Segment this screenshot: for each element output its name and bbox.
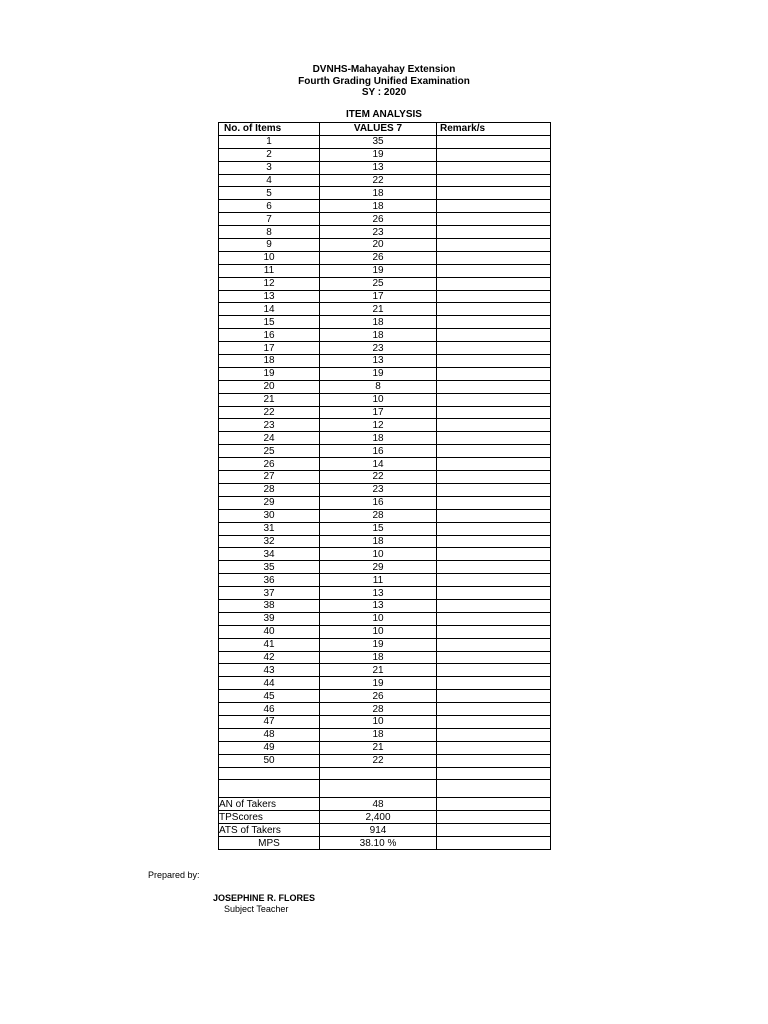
remark-cell xyxy=(437,303,551,316)
table-row xyxy=(219,251,551,264)
remark-cell xyxy=(437,419,551,432)
remark-cell xyxy=(437,148,551,161)
remark-cell xyxy=(437,509,551,522)
remark-cell xyxy=(437,798,551,811)
item-number-cell: 49 xyxy=(219,741,320,754)
item-value-cell: 22 xyxy=(320,471,437,484)
remark-cell xyxy=(437,458,551,471)
item-number-cell: 8 xyxy=(219,226,320,239)
table-row xyxy=(219,174,551,187)
remark-cell xyxy=(437,599,551,612)
item-value-cell: 18 xyxy=(320,316,437,329)
table-row xyxy=(219,690,551,703)
table-row xyxy=(219,355,551,368)
summary-label: TPScores xyxy=(219,811,320,824)
item-value-cell: 16 xyxy=(320,445,437,458)
item-number-cell: 28 xyxy=(219,483,320,496)
item-number-cell: 21 xyxy=(219,393,320,406)
item-number-cell: 15 xyxy=(219,316,320,329)
item-value-cell: 25 xyxy=(320,277,437,290)
item-number-cell: 45 xyxy=(219,690,320,703)
table-row xyxy=(219,522,551,535)
table-row xyxy=(219,741,551,754)
remark-cell xyxy=(437,264,551,277)
item-number-cell: 20 xyxy=(219,380,320,393)
remark-cell xyxy=(437,187,551,200)
item-value-cell: 10 xyxy=(320,548,437,561)
item-number-cell: 48 xyxy=(219,728,320,741)
table-row xyxy=(219,728,551,741)
item-value-cell: 21 xyxy=(320,303,437,316)
item-value-cell: 23 xyxy=(320,483,437,496)
item-value-cell: 19 xyxy=(320,148,437,161)
item-number-cell: 16 xyxy=(219,329,320,342)
table-row xyxy=(219,471,551,484)
item-number-cell: 44 xyxy=(219,677,320,690)
item-number-cell: 39 xyxy=(219,612,320,625)
table-row xyxy=(219,664,551,677)
column-header-remarks: Remark/s xyxy=(437,123,551,136)
table-row xyxy=(219,264,551,277)
remark-cell xyxy=(437,728,551,741)
item-value-cell: 18 xyxy=(320,187,437,200)
remark-cell xyxy=(437,213,551,226)
remark-cell xyxy=(437,290,551,303)
teacher-name: JOSEPHINE R. FLORES xyxy=(213,893,316,903)
table-row xyxy=(219,677,551,690)
item-value-cell: 19 xyxy=(320,264,437,277)
remark-cell xyxy=(437,587,551,600)
table-row xyxy=(219,754,551,767)
item-value-cell: 29 xyxy=(320,561,437,574)
remark-cell xyxy=(437,535,551,548)
exam-name: Fourth Grading Unified Examination xyxy=(298,75,470,87)
item-value-cell: 19 xyxy=(320,677,437,690)
item-value-cell: 15 xyxy=(320,522,437,535)
item-value-cell: 13 xyxy=(320,587,437,600)
item-number-cell: 35 xyxy=(219,561,320,574)
item-number-cell: 32 xyxy=(219,535,320,548)
item-number-cell: 50 xyxy=(219,754,320,767)
item-value-cell: 10 xyxy=(320,715,437,728)
item-value-cell: 35 xyxy=(320,135,437,148)
remark-cell xyxy=(437,367,551,380)
summary-row-mps xyxy=(219,837,551,850)
table-row xyxy=(219,419,551,432)
item-number-cell: 11 xyxy=(219,264,320,277)
item-value-cell: 23 xyxy=(320,226,437,239)
item-value-cell: 22 xyxy=(320,174,437,187)
remark-cell xyxy=(437,277,551,290)
item-value-cell: 26 xyxy=(320,213,437,226)
table-row xyxy=(219,393,551,406)
remark-cell xyxy=(437,837,551,850)
table-row xyxy=(219,342,551,355)
table-row xyxy=(219,303,551,316)
table-row xyxy=(219,509,551,522)
table-header-row xyxy=(219,123,551,136)
remark-cell xyxy=(437,561,551,574)
item-value-cell: 23 xyxy=(320,342,437,355)
item-value-cell: 16 xyxy=(320,496,437,509)
summary-value: 48 xyxy=(320,798,437,811)
item-number-cell: 2 xyxy=(219,148,320,161)
item-number-cell: 19 xyxy=(219,367,320,380)
item-number-cell: 40 xyxy=(219,625,320,638)
item-value-cell: 13 xyxy=(320,161,437,174)
teacher-role: Subject Teacher xyxy=(224,904,289,914)
remark-cell xyxy=(437,406,551,419)
remark-cell xyxy=(437,811,551,824)
item-number-cell: 25 xyxy=(219,445,320,458)
item-value-cell: 20 xyxy=(320,239,437,252)
remark-cell xyxy=(437,161,551,174)
item-number-cell: 17 xyxy=(219,342,320,355)
table-row xyxy=(219,651,551,664)
table-row xyxy=(219,561,551,574)
item-number-cell: 26 xyxy=(219,458,320,471)
remark-cell xyxy=(437,651,551,664)
remark-cell xyxy=(437,574,551,587)
item-number-cell: 31 xyxy=(219,522,320,535)
item-value-cell: 28 xyxy=(320,509,437,522)
item-value-cell: 21 xyxy=(320,664,437,677)
summary-label: AN of Takers xyxy=(219,798,320,811)
summary-value: 914 xyxy=(320,824,437,837)
table-row xyxy=(219,290,551,303)
remark-cell xyxy=(437,135,551,148)
table-row xyxy=(219,535,551,548)
table-row xyxy=(219,625,551,638)
item-number-cell: 12 xyxy=(219,277,320,290)
item-number-cell: 36 xyxy=(219,574,320,587)
item-number-cell: 6 xyxy=(219,200,320,213)
item-number-cell: 4 xyxy=(219,174,320,187)
remark-cell xyxy=(437,226,551,239)
remark-cell xyxy=(437,703,551,716)
item-analysis-table xyxy=(218,122,551,850)
table-row xyxy=(219,612,551,625)
item-value-cell: 19 xyxy=(320,367,437,380)
table-row xyxy=(219,148,551,161)
remark-cell xyxy=(437,548,551,561)
item-value-cell: 12 xyxy=(320,419,437,432)
table-row xyxy=(219,638,551,651)
remark-cell xyxy=(437,342,551,355)
summary-value: 2,400 xyxy=(320,811,437,824)
remark-cell xyxy=(437,612,551,625)
summary-row-tp xyxy=(219,811,551,824)
table-row xyxy=(219,329,551,342)
summary-label: ATS of Takers xyxy=(219,824,320,837)
item-number-cell: 34 xyxy=(219,548,320,561)
table-row xyxy=(219,574,551,587)
document-header xyxy=(0,64,768,99)
item-number-cell: 37 xyxy=(219,587,320,600)
summary-value: 38.10 % xyxy=(320,837,437,850)
item-value-cell: 11 xyxy=(320,574,437,587)
remark-cell xyxy=(437,174,551,187)
remark-cell xyxy=(437,432,551,445)
item-number-cell: 5 xyxy=(219,187,320,200)
remark-cell xyxy=(437,393,551,406)
summary-label: MPS xyxy=(219,837,320,850)
remark-cell xyxy=(437,329,551,342)
item-number-cell: 43 xyxy=(219,664,320,677)
item-number-cell: 3 xyxy=(219,161,320,174)
remark-cell xyxy=(437,483,551,496)
item-number-cell: 22 xyxy=(219,406,320,419)
item-value-cell: 28 xyxy=(320,703,437,716)
table-row xyxy=(219,715,551,728)
remark-cell xyxy=(437,754,551,767)
remark-cell xyxy=(437,445,551,458)
table-row xyxy=(219,316,551,329)
item-value-cell: 26 xyxy=(320,690,437,703)
item-value-cell: 10 xyxy=(320,612,437,625)
remark-cell xyxy=(437,239,551,252)
remark-cell xyxy=(437,664,551,677)
item-number-cell: 27 xyxy=(219,471,320,484)
summary-row-ats xyxy=(219,824,551,837)
remark-cell xyxy=(437,625,551,638)
school-year: SY : 2020 xyxy=(361,87,407,98)
remark-cell xyxy=(437,496,551,509)
item-value-cell: 17 xyxy=(320,290,437,303)
remark-cell xyxy=(437,251,551,264)
item-value-cell: 10 xyxy=(320,625,437,638)
table-row xyxy=(219,599,551,612)
remark-cell xyxy=(437,316,551,329)
item-number-cell: 7 xyxy=(219,213,320,226)
item-number-cell: 10 xyxy=(219,251,320,264)
item-value-cell: 13 xyxy=(320,355,437,368)
summary-section xyxy=(219,767,551,849)
remark-cell xyxy=(437,824,551,837)
item-number-cell: 30 xyxy=(219,509,320,522)
table-row xyxy=(219,587,551,600)
table-row xyxy=(219,135,551,148)
table-row xyxy=(219,277,551,290)
table-row xyxy=(219,703,551,716)
item-number-cell: 41 xyxy=(219,638,320,651)
item-number-cell: 1 xyxy=(219,135,320,148)
remark-cell xyxy=(437,200,551,213)
item-number-cell: 14 xyxy=(219,303,320,316)
table-row xyxy=(219,187,551,200)
item-value-cell: 26 xyxy=(320,251,437,264)
item-value-cell: 8 xyxy=(320,380,437,393)
item-number-cell: 23 xyxy=(219,419,320,432)
table-row xyxy=(219,458,551,471)
item-value-cell: 18 xyxy=(320,329,437,342)
item-value-cell: 22 xyxy=(320,754,437,767)
item-value-cell: 18 xyxy=(320,535,437,548)
item-number-cell: 47 xyxy=(219,715,320,728)
item-number-cell: 9 xyxy=(219,239,320,252)
table-row xyxy=(219,496,551,509)
summary-row-an xyxy=(219,798,551,811)
item-value-cell: 18 xyxy=(320,432,437,445)
table-title: ITEM ANALYSIS xyxy=(346,109,422,120)
item-number-cell: 13 xyxy=(219,290,320,303)
item-value-cell: 18 xyxy=(320,200,437,213)
table-row xyxy=(219,483,551,496)
table-row xyxy=(219,213,551,226)
table-row xyxy=(219,548,551,561)
table-body xyxy=(219,135,551,767)
table-row xyxy=(219,445,551,458)
school-name: DVNHS-Mahayahay Extension xyxy=(312,64,456,75)
remark-cell xyxy=(437,380,551,393)
item-value-cell: 13 xyxy=(320,599,437,612)
spacer-row xyxy=(219,767,551,780)
item-value-cell: 14 xyxy=(320,458,437,471)
prepared-by-label: Prepared by: xyxy=(148,870,200,880)
remark-cell xyxy=(437,471,551,484)
table-row xyxy=(219,406,551,419)
item-value-cell: 10 xyxy=(320,393,437,406)
item-value-cell: 18 xyxy=(320,651,437,664)
remark-cell xyxy=(437,638,551,651)
item-value-cell: 21 xyxy=(320,741,437,754)
remark-cell xyxy=(437,690,551,703)
table-row xyxy=(219,367,551,380)
remark-cell xyxy=(437,355,551,368)
table-row xyxy=(219,380,551,393)
remark-cell xyxy=(437,677,551,690)
item-number-cell: 38 xyxy=(219,599,320,612)
item-value-cell: 19 xyxy=(320,638,437,651)
item-number-cell: 18 xyxy=(219,355,320,368)
item-value-cell: 17 xyxy=(320,406,437,419)
table-row xyxy=(219,432,551,445)
table-row xyxy=(219,161,551,174)
item-number-cell: 42 xyxy=(219,651,320,664)
remark-cell xyxy=(437,522,551,535)
column-header-values: VALUES 7 xyxy=(320,123,437,136)
table-row xyxy=(219,226,551,239)
item-value-cell: 18 xyxy=(320,728,437,741)
spacer-row xyxy=(219,780,551,798)
item-number-cell: 46 xyxy=(219,703,320,716)
table-row xyxy=(219,239,551,252)
table-row xyxy=(219,200,551,213)
item-number-cell: 24 xyxy=(219,432,320,445)
remark-cell xyxy=(437,741,551,754)
remark-cell xyxy=(437,715,551,728)
item-number-cell: 29 xyxy=(219,496,320,509)
column-header-items: No. of Items xyxy=(219,123,320,136)
